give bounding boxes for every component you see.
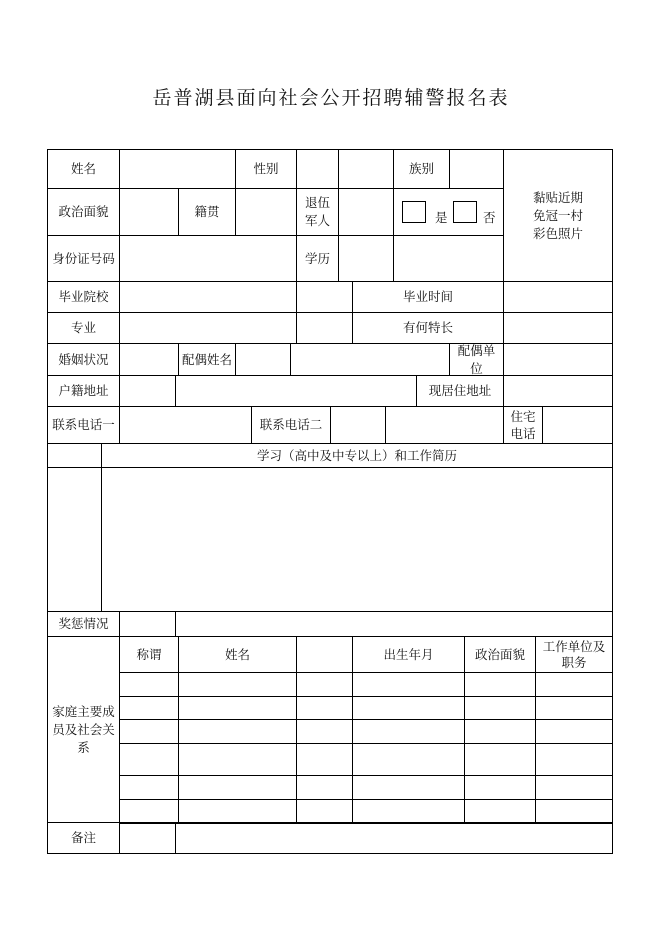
field-major[interactable]: [119, 312, 297, 344]
family-row-6-cell-5[interactable]: [464, 799, 536, 824]
field-spouse-unit[interactable]: [503, 343, 613, 376]
field-gender[interactable]: [296, 149, 339, 189]
family-row-1-cell-6[interactable]: [535, 672, 613, 697]
family-row-6-cell-6[interactable]: [535, 799, 613, 824]
label-gender: 性别: [235, 149, 297, 189]
field-education-extra[interactable]: [393, 235, 504, 282]
label-marital: 婚姻状况: [47, 343, 120, 376]
field-remarks[interactable]: [175, 822, 613, 854]
field-id-number[interactable]: [119, 235, 297, 282]
resume-header-left: [47, 443, 102, 468]
field-remarks-a[interactable]: [119, 822, 176, 854]
family-row-4-cell-4[interactable]: [352, 743, 465, 776]
field-name[interactable]: [119, 149, 236, 189]
label-grad-time: 毕业时间: [352, 281, 504, 313]
family-row-4-cell-1[interactable]: [119, 743, 179, 776]
resume-header: 学习（高中及中专以上）和工作简历: [101, 443, 613, 468]
label-name: 姓名: [47, 149, 120, 189]
field-school-extra[interactable]: [296, 281, 353, 313]
label-hukou: 户籍地址: [47, 375, 120, 407]
family-row-5-cell-1[interactable]: [119, 775, 179, 800]
family-row-1-cell-1[interactable]: [119, 672, 179, 697]
form-title: 岳普湖县面向社会公开招聘辅警报名表: [152, 87, 510, 109]
field-education[interactable]: [338, 235, 394, 282]
family-row-2-cell-5[interactable]: [464, 696, 536, 720]
family-col-birth: 出生年月: [352, 636, 465, 673]
family-row-1-cell-4[interactable]: [352, 672, 465, 697]
label-specialty: 有何特长: [352, 312, 504, 344]
family-col-relation: 称谓: [119, 636, 179, 673]
label-phone1: 联系电话一: [47, 406, 120, 444]
field-gender-extra[interactable]: [338, 149, 394, 189]
label-family-text: 家庭主要成员及社会关系: [52, 703, 115, 755]
family-row-5-cell-4[interactable]: [352, 775, 465, 800]
family-col-work: [535, 636, 613, 673]
family-row-5-cell-3[interactable]: [296, 775, 353, 800]
label-spouse-name: 配偶姓名: [178, 343, 236, 376]
family-row-5-cell-5[interactable]: [464, 775, 536, 800]
field-rewards-a[interactable]: [119, 611, 176, 637]
family-col-extra: [296, 636, 353, 673]
photo-instruction: 黏贴近期免冠一村彩色照片: [532, 189, 583, 241]
field-spouse-extra[interactable]: [290, 343, 450, 376]
label-veteran-text: 退伍军人: [304, 195, 330, 228]
family-col-work-text: 工作单位及职务: [542, 638, 606, 670]
family-row-6-cell-2[interactable]: [178, 799, 297, 824]
family-row-2-cell-2[interactable]: [178, 696, 297, 720]
label-ethnicity: 族别: [393, 149, 450, 189]
family-row-2-cell-4[interactable]: [352, 696, 465, 720]
field-spouse-name[interactable]: [235, 343, 291, 376]
label-spouse-unit: 配偶单位: [449, 343, 504, 376]
family-row-3-cell-1[interactable]: [119, 719, 179, 744]
veteran-yes-checkbox[interactable]: [402, 201, 426, 223]
family-row-6-cell-3[interactable]: [296, 799, 353, 824]
family-row-3-cell-2[interactable]: [178, 719, 297, 744]
resume-body[interactable]: [101, 467, 613, 612]
field-phone2[interactable]: [330, 406, 386, 444]
family-row-2-cell-3[interactable]: [296, 696, 353, 720]
label-residence: 现居住地址: [416, 375, 504, 407]
family-row-6-cell-1[interactable]: [119, 799, 179, 824]
label-major: 专业: [47, 312, 120, 344]
label-political: 政治面貌: [47, 188, 120, 236]
family-row-1-cell-2[interactable]: [178, 672, 297, 697]
family-row-3-cell-3[interactable]: [296, 719, 353, 744]
family-row-1-cell-3[interactable]: [296, 672, 353, 697]
family-row-3-cell-6[interactable]: [535, 719, 613, 744]
field-rewards[interactable]: [175, 611, 613, 637]
family-row-4-cell-3[interactable]: [296, 743, 353, 776]
label-home-phone-text: 住宅电话: [510, 409, 536, 441]
label-id-number: 身份证号码: [47, 235, 120, 282]
family-row-5-cell-2[interactable]: [178, 775, 297, 800]
label-native-place: 籍贯: [178, 188, 236, 236]
label-family: [47, 636, 120, 823]
field-phone2-extra[interactable]: [385, 406, 504, 444]
label-phone2: 联系电话二: [251, 406, 331, 444]
label-veteran: [296, 188, 339, 236]
family-col-name: 姓名: [178, 636, 297, 673]
field-hukou-extra[interactable]: [175, 375, 417, 407]
field-school[interactable]: [119, 281, 297, 313]
field-grad-time[interactable]: [503, 281, 613, 313]
photo-placeholder[interactable]: [503, 149, 613, 282]
field-political[interactable]: [119, 188, 179, 236]
field-specialty[interactable]: [503, 312, 613, 344]
field-marital[interactable]: [119, 343, 179, 376]
family-row-3-cell-5[interactable]: [464, 719, 536, 744]
family-row-4-cell-2[interactable]: [178, 743, 297, 776]
field-veteran-extra[interactable]: [338, 188, 394, 236]
family-row-5-cell-6[interactable]: [535, 775, 613, 800]
label-rewards: 奖惩情况: [47, 611, 120, 637]
field-major-extra[interactable]: [296, 312, 353, 344]
field-home-phone[interactable]: [542, 406, 613, 444]
veteran-no-label: 否: [483, 210, 496, 225]
label-school: 毕业院校: [47, 281, 120, 313]
family-row-2-cell-1[interactable]: [119, 696, 179, 720]
veteran-yes-label: 是: [435, 210, 448, 225]
family-row-1-cell-5[interactable]: [464, 672, 536, 697]
field-phone1[interactable]: [119, 406, 252, 444]
family-row-3-cell-4[interactable]: [352, 719, 465, 744]
field-native-place[interactable]: [235, 188, 297, 236]
veteran-no-checkbox[interactable]: [453, 201, 477, 223]
label-remarks: 备注: [47, 822, 120, 854]
family-row-4-cell-6[interactable]: [535, 743, 613, 776]
family-row-6-cell-4[interactable]: [352, 799, 465, 824]
resume-side-cell: [47, 467, 102, 612]
field-hukou[interactable]: [119, 375, 176, 407]
field-ethnicity[interactable]: [449, 149, 504, 189]
label-education: 学历: [296, 235, 339, 282]
family-row-4-cell-5[interactable]: [464, 743, 536, 776]
label-home-phone: [503, 406, 543, 444]
family-col-political: 政治面貌: [464, 636, 536, 673]
family-row-2-cell-6[interactable]: [535, 696, 613, 720]
field-residence[interactable]: [503, 375, 613, 407]
